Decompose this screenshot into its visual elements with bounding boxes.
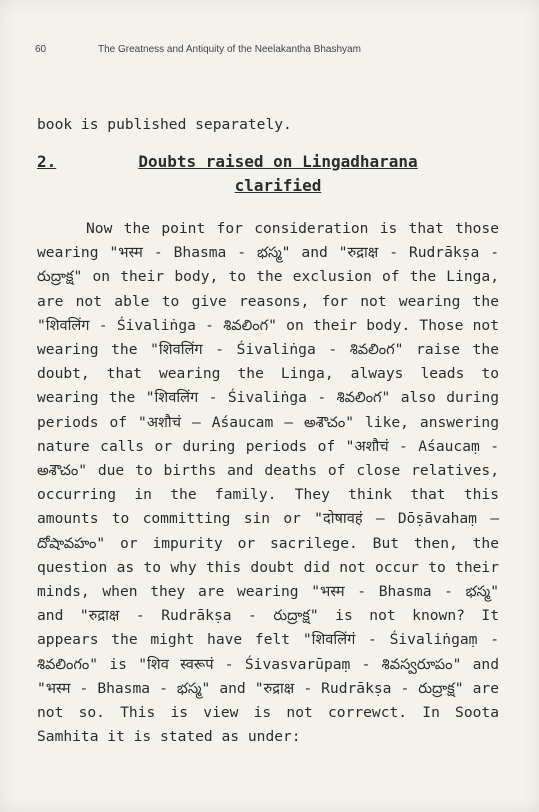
page-header bbox=[35, 44, 519, 60]
running-title: The Greatness and Antiquity of the Neelakantha Bhashyam bbox=[98, 44, 361, 55]
section-number: 2. bbox=[37, 152, 57, 171]
page-number: 60 bbox=[35, 44, 47, 55]
carryover-line: book is published separately. bbox=[37, 116, 292, 133]
paragraph-text: Now the point for consideration is that those wearing "भस्म - Bhasma - భస్మ" and "रुद्राक्ष - Rudrākṣa - రుద్రాక్ష" on their body, to the exclusion of the Linga, are not able to give reasons, for not wearing the "शिवलिंग - Śivaliṅga - శివలింగ" on their body. Those not wearing the "शिवलिंग - Śivaliṅga - శివలింగ" raise the doubt, that wearing the Linga, always leads to wearing the "शिवलिंग - Śivaliṅga - శివలింగ" also during periods of "अशौचं – Aśaucam – అశౌచం" like, answering nature calls or during periods of "अशौचं - Aśaucaṃ - అశౌచం" due to births and deaths of close relatives, occurring in the family. They think that this amounts to committing sin or "दोषावहं – Dōṣāvahaṃ – దోషావహం" or impurity or sacrilege. But then, the question as to why this doubt did not occur to their minds, when they are wearing "भस्म - Bhasma - భస్మ" and "रुद्राक्ष - Rudrākṣa - రుద్రాక్ష" is not known? It appears the might have felt "शिवलिंगं - Śivaliṅgaṃ - శివలింగం" is "शिव स्वरूपं - Śivasvarūpaṃ - శివస్వరూపం" and "भस्म - Bhasma - భస్మ" and "रुद्राक्ष - Rudrākṣa - రుద్రాక్ష" are not so. This is view is not correwct. In Soota Samhita it is stated as under: bbox=[37, 220, 499, 746]
section-title: Doubts raised on Lingadharana clarified bbox=[138, 152, 418, 195]
body-paragraph bbox=[37, 217, 499, 749]
